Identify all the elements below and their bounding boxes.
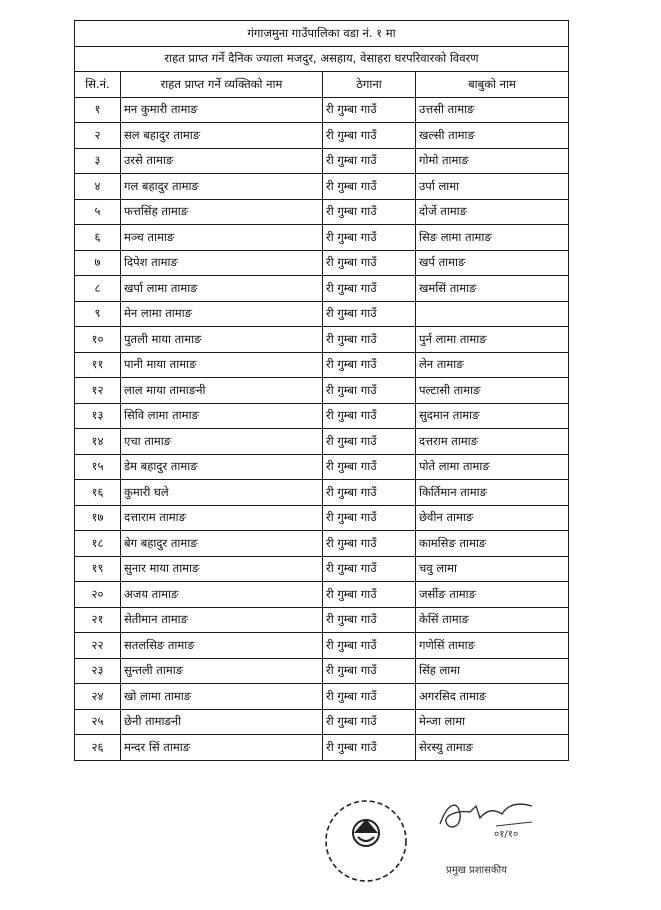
father-name-cell: गणेसिं तामाङ (416, 633, 569, 659)
serial-number-cell: १३ (75, 403, 121, 429)
address-cell: री गुम्बा गाउँ (323, 403, 416, 429)
table-row (75, 327, 569, 353)
person-name-cell: सुनार माया तामाङ (121, 556, 323, 582)
father-name-cell: मेन्जा लामा (416, 709, 569, 735)
serial-number-cell: १८ (75, 531, 121, 557)
address-cell: री गुम्बा गाउँ (323, 97, 416, 123)
father-name-cell: जर्सीङ तामाङ (416, 582, 569, 608)
father-name-cell (416, 301, 569, 327)
serial-number-cell: २६ (75, 735, 121, 761)
address-cell: री गुम्बा गाउँ (323, 582, 416, 608)
table-row (75, 658, 569, 684)
table-row (75, 454, 569, 480)
serial-number-cell: ७ (75, 250, 121, 276)
serial-number-cell: २५ (75, 709, 121, 735)
signature-mark (436, 792, 546, 842)
column-header-row (75, 72, 569, 98)
father-name-cell: सिंह लामा (416, 658, 569, 684)
father-name-cell: दत्तराम तामाङ (416, 429, 569, 455)
person-name-cell: अजय तामाङ (121, 582, 323, 608)
serial-number-cell: ६ (75, 225, 121, 251)
serial-number-cell: ५ (75, 199, 121, 225)
address-cell: री गुम्बा गाउँ (323, 352, 416, 378)
table-row (75, 607, 569, 633)
serial-number-cell: १६ (75, 480, 121, 506)
table-row (75, 148, 569, 174)
table-row (75, 199, 569, 225)
serial-number-cell: १ (75, 97, 121, 123)
serial-number-cell: १९ (75, 556, 121, 582)
father-name-cell: पुर्न लामा तामाङ (416, 327, 569, 353)
serial-number-cell: १५ (75, 454, 121, 480)
address-cell: री गुम्बा गाउँ (323, 429, 416, 455)
father-name-cell: केसिं तामाङ (416, 607, 569, 633)
address-cell: री गुम्बा गाउँ (323, 123, 416, 149)
title-row (75, 21, 569, 47)
father-name-cell: सिङ लामा तामाङ (416, 225, 569, 251)
address-cell: री गुम्बा गाउँ (323, 250, 416, 276)
father-name-cell: चवु लामा (416, 556, 569, 582)
person-name-cell: लाल माया तामाङनी (121, 378, 323, 404)
table-row (75, 378, 569, 404)
address-cell: री गुम्बा गाउँ (323, 531, 416, 557)
person-name-cell: खर्पा लामा तामाङ (121, 276, 323, 302)
document-title: गंगाजमुना गाउँपालिका वडा नं. १ मा (75, 21, 569, 47)
address-cell: री गुम्बा गाउँ (323, 556, 416, 582)
serial-number-cell: ४ (75, 174, 121, 200)
serial-number-cell: २३ (75, 658, 121, 684)
father-name-cell: सेरस्यु तामाङ (416, 735, 569, 761)
address-cell: री गुम्बा गाउँ (323, 480, 416, 506)
office-seal-stamp (318, 793, 414, 889)
relief-table (74, 20, 569, 761)
table-row (75, 684, 569, 710)
father-name-cell: पोते लामा तामाङ (416, 454, 569, 480)
signature-date: ०१/१० (494, 829, 519, 840)
table-row (75, 582, 569, 608)
address-cell: री गुम्बा गाउँ (323, 735, 416, 761)
table-row (75, 403, 569, 429)
father-name-cell: खल्सी तामाङ (416, 123, 569, 149)
table-row (75, 735, 569, 761)
address-cell: री गुम्बा गाउँ (323, 327, 416, 353)
person-name-cell: गल बहादुर तामाङ (121, 174, 323, 200)
person-name-cell: उरसे तामाङ (121, 148, 323, 174)
address-cell: री गुम्बा गाउँ (323, 225, 416, 251)
father-name-cell: सुदमान तामाङ (416, 403, 569, 429)
serial-number-cell: ८ (75, 276, 121, 302)
address-cell: री गुम्बा गाउँ (323, 684, 416, 710)
person-name-cell: मेन लामा तामाङ (121, 301, 323, 327)
serial-number-cell: २१ (75, 607, 121, 633)
table-row (75, 123, 569, 149)
person-name-cell: मन्दर सिं तामाङ (121, 735, 323, 761)
father-name-cell: पल्टासी तामाङ (416, 378, 569, 404)
table-row (75, 505, 569, 531)
serial-number-cell: १४ (75, 429, 121, 455)
table-row (75, 174, 569, 200)
address-cell: री गुम्बा गाउँ (323, 174, 416, 200)
table-row (75, 352, 569, 378)
serial-number-cell: २२ (75, 633, 121, 659)
father-name-cell: उर्पा लामा (416, 174, 569, 200)
serial-number-cell: २४ (75, 684, 121, 710)
serial-number-cell: ९ (75, 301, 121, 327)
serial-number-cell: १७ (75, 505, 121, 531)
person-name-cell: सेतीमान तामाङ (121, 607, 323, 633)
father-name-cell: दोर्जे तामाङ (416, 199, 569, 225)
column-header-father: बाबुको नाम (416, 72, 569, 98)
address-cell: री गुम्बा गाउँ (323, 148, 416, 174)
column-header-address: ठेगाना (323, 72, 416, 98)
person-name-cell: छेनी तामाङनी (121, 709, 323, 735)
father-name-cell: कामसिङ तामाङ (416, 531, 569, 557)
table-row (75, 429, 569, 455)
column-header-sn: सि.नं. (75, 72, 121, 98)
subtitle-row (75, 46, 569, 72)
serial-number-cell: २० (75, 582, 121, 608)
person-name-cell: सिवि लामा तामाङ (121, 403, 323, 429)
address-cell: री गुम्बा गाउँ (323, 276, 416, 302)
table-row (75, 531, 569, 557)
address-cell: री गुम्बा गाउँ (323, 301, 416, 327)
address-cell: री गुम्बा गाउँ (323, 633, 416, 659)
serial-number-cell: ११ (75, 352, 121, 378)
father-name-cell: खमसिं तामाङ (416, 276, 569, 302)
address-cell: री गुम्बा गाउँ (323, 607, 416, 633)
person-name-cell: मञ्च तामाङ (121, 225, 323, 251)
table-row (75, 480, 569, 506)
table-row (75, 97, 569, 123)
table-row (75, 225, 569, 251)
address-cell: री गुम्बा गाउँ (323, 454, 416, 480)
father-name-cell: गोमो तामाङ (416, 148, 569, 174)
person-name-cell: पुतली माया तामाङ (121, 327, 323, 353)
father-name-cell: छेवीन तामाङ (416, 505, 569, 531)
person-name-cell: सतलसिङ तामाङ (121, 633, 323, 659)
person-name-cell: एचा तामाङ (121, 429, 323, 455)
father-name-cell: किर्तिमान तामाङ (416, 480, 569, 506)
serial-number-cell: १० (75, 327, 121, 353)
signature-label: प्रमुख प्रशासकीय (446, 865, 507, 876)
father-name-cell: खर्प तामाङ (416, 250, 569, 276)
serial-number-cell: १२ (75, 378, 121, 404)
address-cell: री गुम्बा गाउँ (323, 658, 416, 684)
person-name-cell: मन कुमारी तामाङ (121, 97, 323, 123)
serial-number-cell: २ (75, 123, 121, 149)
person-name-cell: कुमारी घले (121, 480, 323, 506)
person-name-cell: बेग बहादुर तामाङ (121, 531, 323, 557)
column-header-name: राहत प्राप्त गर्ने व्यक्तिको नाम (121, 72, 323, 98)
person-name-cell: सल बहादुर तामाङ (121, 123, 323, 149)
father-name-cell: उत्तसी तामाङ (416, 97, 569, 123)
table-row (75, 250, 569, 276)
father-name-cell: अगरसिद तामाङ (416, 684, 569, 710)
father-name-cell: लेन तामाङ (416, 352, 569, 378)
person-name-cell: फत्तसिंह तामाङ (121, 199, 323, 225)
address-cell: री गुम्बा गाउँ (323, 505, 416, 531)
address-cell: री गुम्बा गाउँ (323, 378, 416, 404)
person-name-cell: दत्ताराम तामाङ (121, 505, 323, 531)
table-row (75, 633, 569, 659)
person-name-cell: दिपेश तामाङ (121, 250, 323, 276)
table-row (75, 556, 569, 582)
address-cell: री गुम्बा गाउँ (323, 199, 416, 225)
address-cell: री गुम्बा गाउँ (323, 709, 416, 735)
person-name-cell: पानी माया तामाङ (121, 352, 323, 378)
serial-number-cell: ३ (75, 148, 121, 174)
person-name-cell: डेम बहादुर तामाङ (121, 454, 323, 480)
person-name-cell: सुन्तली तामाङ (121, 658, 323, 684)
person-name-cell: खो लामा तामाङ (121, 684, 323, 710)
table-row (75, 709, 569, 735)
table-row (75, 301, 569, 327)
document-subtitle: राहत प्राप्त गर्ने दैनिक ज्याला मजदुर, असहाय, वेसाहरा घरपरिवारको विवरण (75, 46, 569, 72)
table-row (75, 276, 569, 302)
